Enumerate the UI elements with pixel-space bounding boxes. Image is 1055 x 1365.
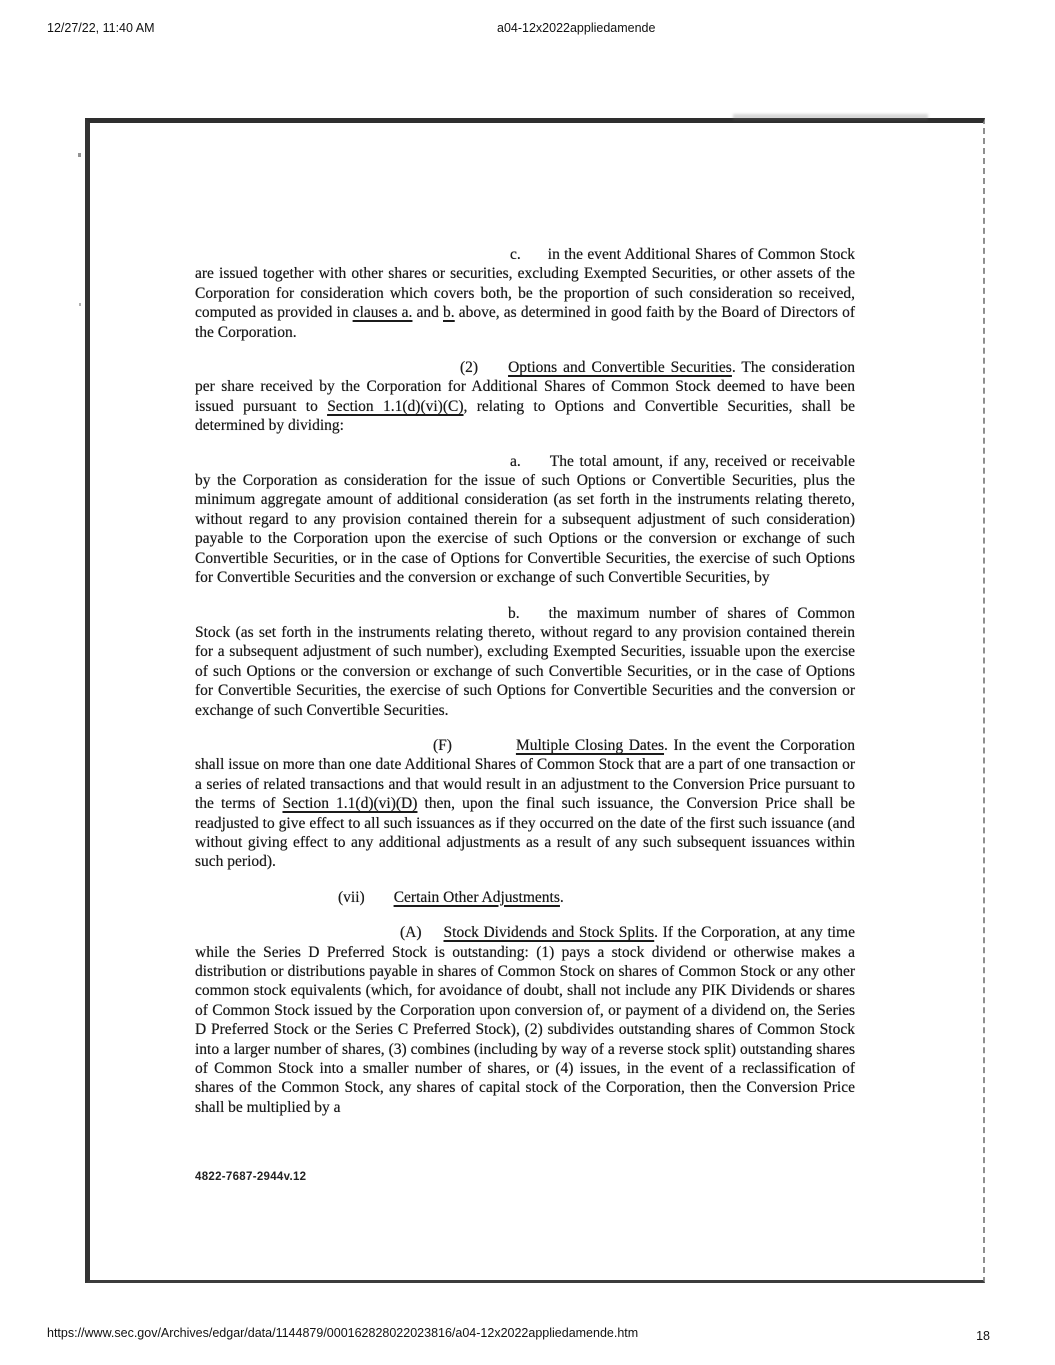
body-text: and [412,304,444,322]
print-header-datetime: 12/27/22, 11:40 AM [47,21,155,35]
paragraph-b [195,604,855,720]
paragraph-a [195,452,855,588]
underlined-text: Options and Convertible Securities [508,359,732,377]
paragraph-label: (A) [400,924,422,942]
paragraph-F [195,736,855,872]
body-text: . If the Corporation, at any time while the Series D Preferred Stock is outstanding: (1) pays a stock dividend or otherwise makes a distribution or distributions payable in shares of Common Stock on shares of Common Stock or any other common stock equivalents (which, for avoidance of doubt, shall not include any PIK Dividends or shares of Common Stock issued by the Corporation upon conversion of, or payment of a dividend on, the Series D Preferred Stock or the Series C Preferred Stock), (2) subdivides outstanding shares of Common Stock into a larger number of shares, (3) combines (including by way of a reverse stock split) outstanding shares of Common Stock into a smaller number of shares, or (4) issues, in the event of a reclassification of shares of the Common Stock, any shares of capital stock of the Corporation, then the Conversion Price shall be multiplied by a [195,924,855,1116]
body-text: . [559,888,564,906]
paragraph-label: b. [508,604,520,622]
scan-artifact [78,153,81,157]
underlined-text: Certain Other Adjustments [393,888,560,906]
body-text: the maximum number of shares of Common Stock (as set forth in the instruments relating thereto, without regard to any provision contained therein for a subsequent adjustment of such number), excluding Exempted Securities, issuable upon the exercise of such Options or the conversion or exchange of such Convertible Securities, or in the case of Options for Convertible Securities, the exercise of such Options for Convertible Securities and the conversion or exchange of such Convertible Securities. [195,604,855,719]
body-text: . The consideration per share received by the Corporation for Additional Shares of Common Stock deemed to have been issued pursuant to [195,359,855,415]
underlined-text: clauses a. [352,304,413,322]
paragraph-vii [195,888,855,907]
body-text: in the event Additional Shares of Common Stock are issued together with other shares or securities, excluding Exempted Securities, or other assets of the Corporation for consideration which covers both, be the proportion of such consideration so received, computed as provided in [195,246,855,322]
paragraph-label: (2) [460,359,479,377]
document-footer-id: 4822-7687-2944v.12 [195,1171,307,1184]
paragraph-label: (F) [433,736,452,754]
paragraph-2 [195,358,855,436]
body-text: then, upon the final such issuance, the Conversion Price shall be readjusted to give effect to all such issuances as if they occurred on the date of the first such issuance (and without giving effect to any additional adjustments as a result of any such subsequent issuances within such period). [195,795,855,871]
print-footer-page-number: 18 [976,1329,990,1343]
underlined-text: Section 1.1(d)(vi)(D) [282,795,418,813]
body-text: The total amount, if any, received or receivable by the Corporation as consideration for the issue of such Options or Convertible Securities, plus the minimum aggregate amount of additional consideration (as set forth in the instruments relating thereto, without regard to any provision contained therein for a subsequent adjustment of such consideration) payable to the Corporation upon the exercise of such Options or the conversion or exchange of such Convertible Securities, or in the case of Options for Convertible Securities, the exercise of such Options for Convertible Securities and the conversion or exchange of such Convertible Securities, by [195,452,855,587]
paragraph-label: c. [510,246,521,263]
scanned-document-page [85,118,985,1283]
scan-artifact [79,303,81,306]
paragraph-label: a. [510,452,521,470]
paragraph-c [195,245,855,342]
body-text: . In the event the Corporation shall issue on more than one date Additional Shares of Common Stock that are a part of one transaction or a series of related transactions and that would result in an adjustment to the Conversion Price pursuant to the terms of [195,736,855,813]
print-header-title: a04-12x2022appliedamende [497,21,656,35]
underlined-text: b. [443,304,455,322]
paragraph-A [195,923,855,1117]
scan-artifact [733,114,928,120]
print-footer-url: https://www.sec.gov/Archives/edgar/data/1144879/000162828022023816/a04-12x2022appliedamende.htm [47,1326,639,1340]
underlined-text: Stock Dividends and Stock Splits [443,924,655,942]
underlined-text: Multiple Closing Dates [515,736,665,754]
body-text: , relating to Options and Convertible Securities, shall be determined by dividing: [195,397,856,435]
underlined-text: Section 1.1(d)(vi)(C) [327,397,464,415]
body-text: above, as determined in good faith by the Board of Directors of the Corporation. [195,304,855,341]
document-paragraphs [195,245,855,1117]
paragraph-label: (vii) [338,888,365,906]
document-content [90,123,983,1280]
